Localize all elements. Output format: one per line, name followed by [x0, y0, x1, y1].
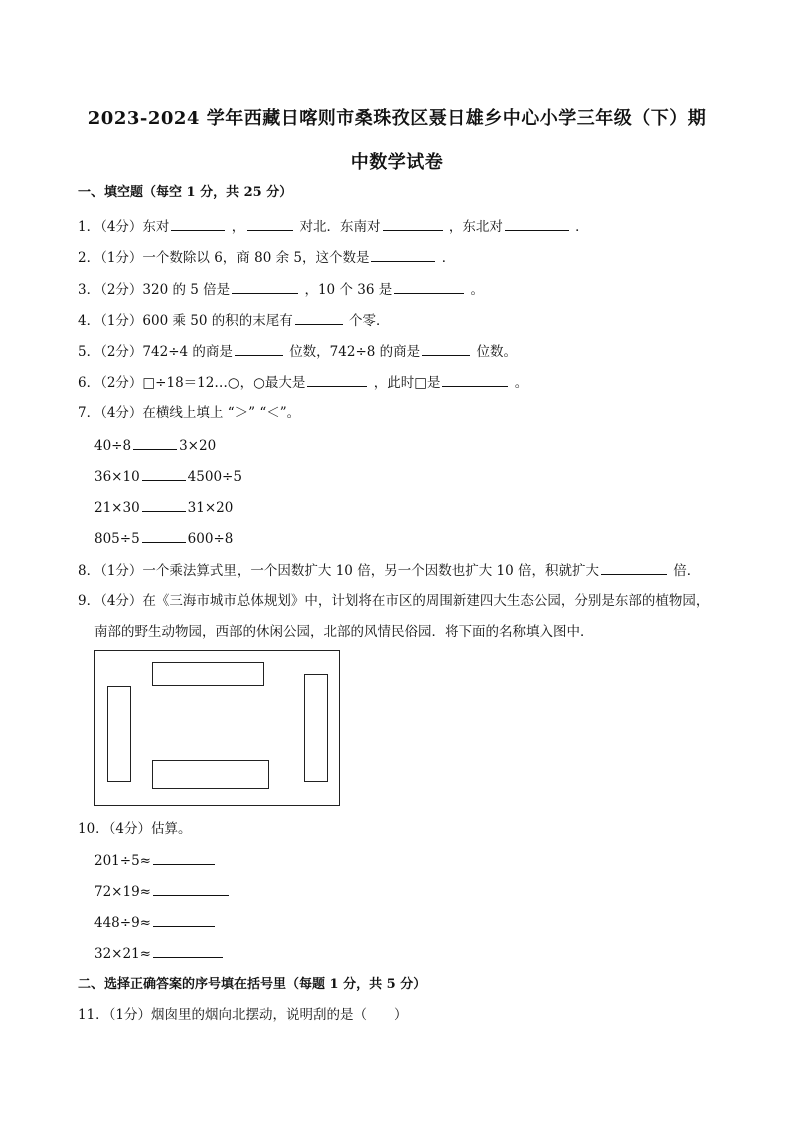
q3-text-c: 。 — [470, 282, 484, 298]
q6-text-c: 。 — [514, 375, 529, 391]
q5-text-a: 5．（2分）742÷4 的商是 — [78, 344, 233, 360]
question-10-stem: 10．（4分）估算。 — [78, 821, 192, 837]
q2-text-b: ． — [441, 250, 456, 266]
q7-right: 4500÷5 — [187, 469, 242, 485]
q5-text-b: 位数，742÷8 的商是 — [289, 344, 421, 360]
section-2-heading: 二、选择正确答案的序号填在括号里（每题 1 分，共 5 分） — [78, 977, 427, 992]
answer-blank[interactable] — [232, 280, 298, 294]
q7-right: 600÷8 — [187, 531, 234, 547]
q1-text-b: ， — [231, 219, 246, 235]
question-8 — [78, 561, 700, 580]
q10-expression: 448÷9≈ — [94, 915, 151, 931]
q1-text-e: ． — [575, 219, 589, 235]
q7-left: 21×30 — [94, 500, 140, 516]
question-7-stem: 7．（4分）在横线上填上 “＞” “＜”。 — [78, 405, 301, 421]
answer-blank[interactable] — [422, 342, 470, 356]
answer-blank[interactable] — [171, 217, 225, 231]
q8-text-a: 8．（1分）一个乘法算式里，一个因数扩大 10 倍，另一个因数也扩大 10 倍，积就扩大 — [78, 563, 599, 579]
q10-row — [94, 851, 217, 870]
park-map-diagram — [94, 650, 340, 806]
answer-blank[interactable] — [142, 467, 186, 481]
q3-text-b: ，10 个 36 是 — [304, 282, 393, 298]
answer-blank[interactable] — [153, 882, 229, 896]
question-5 — [78, 342, 517, 361]
answer-blank[interactable] — [383, 217, 443, 231]
q7-row — [94, 498, 233, 517]
answer-blank[interactable] — [153, 944, 223, 958]
answer-blank[interactable] — [295, 311, 343, 325]
title-line-1: 2023-2024 学年西藏日喀则市桑珠孜区聂日雄乡中心小学三年级（下）期 — [87, 108, 707, 129]
answer-blank[interactable] — [307, 373, 367, 387]
question-4 — [78, 311, 390, 330]
q10-expression: 72×19≈ — [94, 884, 151, 900]
q10-expression: 201÷5≈ — [94, 853, 151, 869]
q7-row — [94, 529, 233, 548]
answer-blank[interactable] — [601, 561, 667, 575]
q5-text-c: 位数。 — [476, 344, 517, 360]
question-9-line-2: 南部的野生动物园，西部的休闲公园，北部的风情民俗园．将下面的名称填入图中． — [94, 624, 594, 640]
q2-text-a: 2．（1分）一个数除以 6，商 80 余 5，这个数是 — [78, 250, 370, 266]
q7-row — [94, 436, 216, 455]
answer-blank[interactable] — [247, 217, 293, 231]
title-line-2: 中数学试卷 — [350, 152, 444, 173]
q6-text-a: 6．（2分）□÷18＝12…○，○最大是 — [78, 375, 306, 391]
q4-text-a: 4．（1分）600 乘 50 的积的末尾有 — [78, 313, 293, 329]
q1-text-c: 对北．东南对 — [299, 219, 381, 235]
q8-text-b: 倍． — [673, 563, 701, 579]
q1-text-d: ，东北对 — [448, 219, 503, 235]
east-park-box[interactable] — [304, 674, 328, 782]
answer-blank[interactable] — [153, 913, 215, 927]
south-park-box[interactable] — [152, 760, 269, 789]
q10-expression: 32×21≈ — [94, 946, 151, 962]
q7-right: 3×20 — [179, 438, 217, 454]
q10-row — [94, 913, 217, 932]
answer-blank[interactable] — [235, 342, 283, 356]
answer-blank[interactable] — [142, 529, 186, 543]
question-2 — [78, 248, 455, 267]
section-1-heading: 一、填空题（每空 1 分，共 25 分） — [78, 185, 293, 200]
answer-blank[interactable] — [442, 373, 508, 387]
q6-text-b: ，此时□是 — [373, 375, 441, 391]
answer-blank[interactable] — [133, 436, 177, 450]
q7-left: 40÷8 — [94, 438, 132, 454]
question-3 — [78, 280, 484, 299]
q4-text-b: 个零． — [349, 313, 390, 329]
q7-right: 31×20 — [187, 500, 234, 516]
answer-blank[interactable] — [394, 280, 464, 294]
question-6 — [78, 373, 528, 392]
west-park-box[interactable] — [107, 686, 131, 782]
q10-row — [94, 882, 231, 901]
q7-left: 36×10 — [94, 469, 140, 485]
answer-blank[interactable] — [153, 851, 215, 865]
north-park-box[interactable] — [152, 662, 264, 686]
q7-row — [94, 467, 242, 486]
question-11: 11．（1分）烟囱里的烟向北摆动，说明刮的是（ ） — [78, 1007, 408, 1023]
answer-blank[interactable] — [505, 217, 569, 231]
question-1 — [78, 217, 589, 236]
q1-text-a: 1．（4分）东对 — [78, 219, 170, 235]
question-9-line-1: 9．（4分）在《三海市城市总体规划》中，计划将在市区的周围新建四大生态公园，分别是东部的植物园， — [78, 593, 710, 609]
q10-row — [94, 944, 225, 963]
answer-blank[interactable] — [371, 248, 435, 262]
q7-left: 805÷5 — [94, 531, 140, 547]
answer-blank[interactable] — [142, 498, 186, 512]
q3-text-a: 3．（2分）320 的 5 倍是 — [78, 282, 231, 298]
